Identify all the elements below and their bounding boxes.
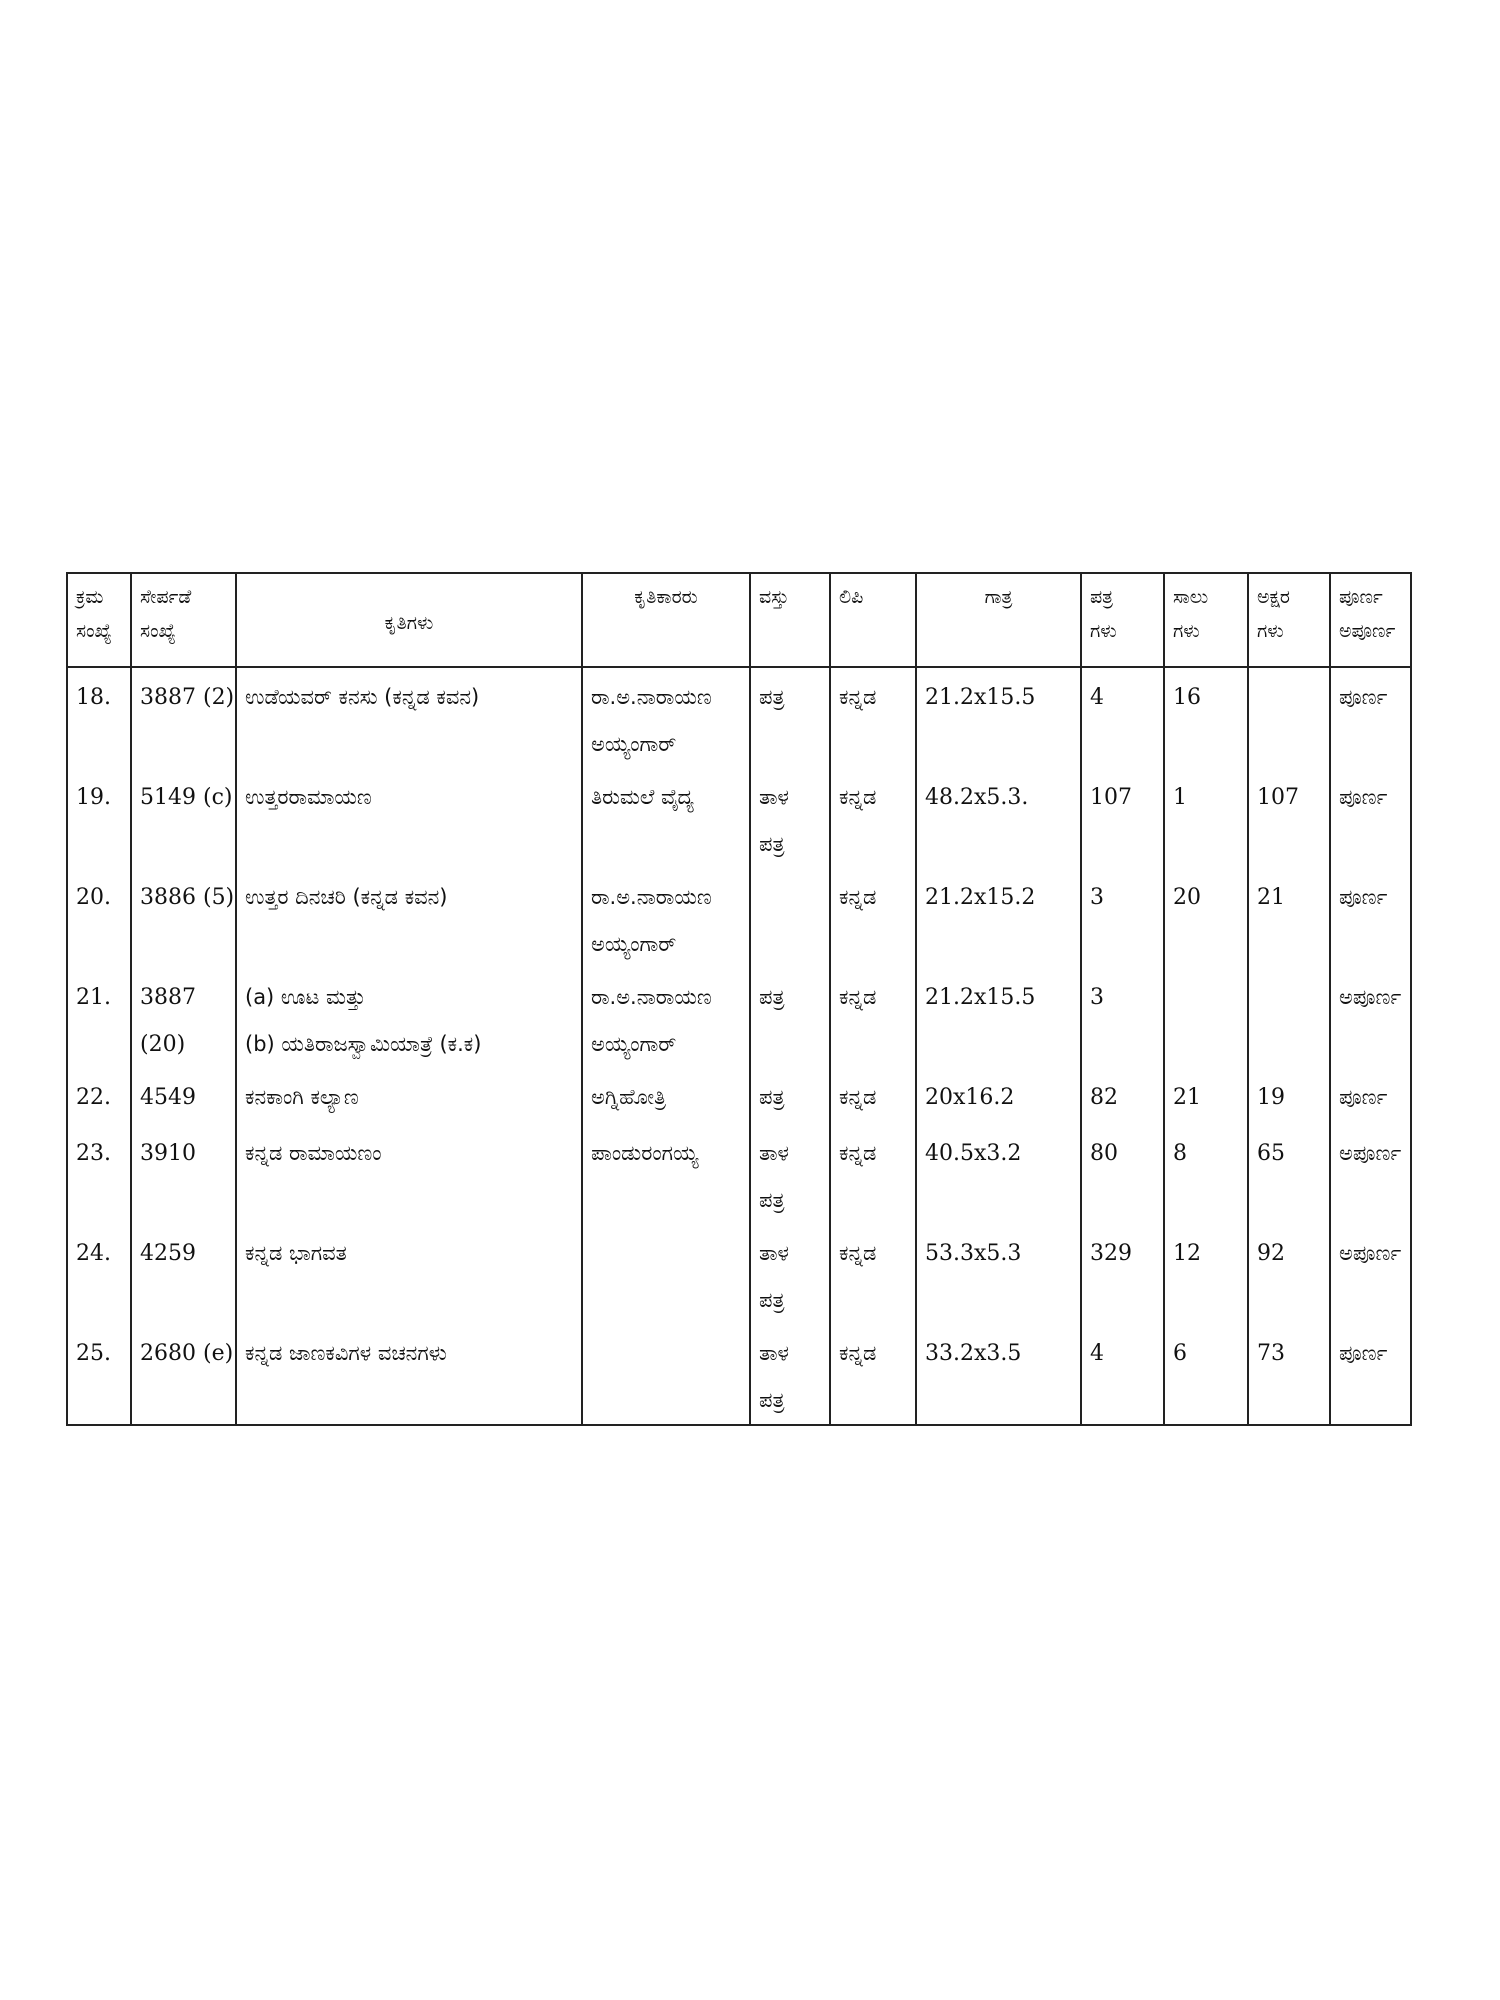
serial-no-cell: 25. [67, 1324, 131, 1425]
letters-cell [1248, 968, 1330, 1068]
lines-cell [1164, 968, 1248, 1068]
work-cell: (a) ಊಟ ಮತ್ತು (b) ಯತಿರಾಜಸ್ವಾಮಿಯಾತ್ರೆ (ಕ.ಕ) [236, 968, 582, 1068]
script-cell: ಕನ್ನಡ [830, 868, 916, 968]
work-cell: ಕನ್ನಡ ಭಾಗವತ [236, 1224, 582, 1324]
material-cell: ತಾಳ ಪತ್ರ [750, 1324, 830, 1425]
lines-cell: 6 [1164, 1324, 1248, 1425]
leaves-cell: 3 [1081, 868, 1164, 968]
author-cell: ರಾ.ಅ.ನಾರಾಯಣ ಅಯ್ಯಂಗಾರ್ [582, 667, 750, 768]
letters-cell: 21 [1248, 868, 1330, 968]
material-cell: ತಾಳ ಪತ್ರ [750, 1124, 830, 1224]
size-cell: 20x16.2 [916, 1068, 1081, 1124]
letters-cell: 107 [1248, 768, 1330, 868]
script-cell: ಕನ್ನಡ [830, 1224, 916, 1324]
serial-no-cell: 19. [67, 768, 131, 868]
leaves-cell: 82 [1081, 1068, 1164, 1124]
serial-no-cell: 22. [67, 1068, 131, 1124]
table-row [67, 768, 1411, 868]
col-header-serial-no: ಕ್ರಮ ಸಂಖ್ಯೆ [67, 573, 131, 667]
accession-no-cell: 3887 (2) [131, 667, 236, 768]
accession-no-cell: 3910 [131, 1124, 236, 1224]
leaves-cell: 329 [1081, 1224, 1164, 1324]
col-header-letters: ಅಕ್ಷರ ಗಳು [1248, 573, 1330, 667]
status-cell: ಪೂರ್ಣ [1330, 667, 1411, 768]
status-cell: ಅಪೂರ್ಣ [1330, 968, 1411, 1068]
author-cell: ಅಗ್ನಿಹೋತ್ರಿ [582, 1068, 750, 1124]
accession-no-cell: 4259 [131, 1224, 236, 1324]
lines-cell: 8 [1164, 1124, 1248, 1224]
letters-cell: 92 [1248, 1224, 1330, 1324]
author-cell [582, 1224, 750, 1324]
status-cell: ಪೂರ್ಣ [1330, 1324, 1411, 1425]
size-cell: 21.2x15.2 [916, 868, 1081, 968]
table-row [67, 667, 1411, 768]
work-cell: ಉತ್ತರ ದಿನಚರಿ (ಕನ್ನಡ ಕವನ) [236, 868, 582, 968]
serial-no-cell: 23. [67, 1124, 131, 1224]
accession-no-cell: 3887 (20) [131, 968, 236, 1068]
size-cell: 53.3x5.3 [916, 1224, 1081, 1324]
lines-cell: 1 [1164, 768, 1248, 868]
table-row [67, 1324, 1411, 1425]
col-header-material: ವಸ್ತು [750, 573, 830, 667]
author-cell: ರಾ.ಅ.ನಾರಾಯಣ ಅಯ್ಯಂಗಾರ್ [582, 968, 750, 1068]
work-cell: ಕನಕಾಂಗಿ ಕಲ್ಯಾಣ [236, 1068, 582, 1124]
accession-no-cell: 3886 (5) [131, 868, 236, 968]
work-cell: ಕನ್ನಡ ಜಾಣಕವಿಗಳ ವಚನಗಳು [236, 1324, 582, 1425]
size-cell: 48.2x5.3. [916, 768, 1081, 868]
author-cell: ರಾ.ಅ.ನಾರಾಯಣ ಅಯ್ಯಂಗಾರ್ [582, 868, 750, 968]
manuscript-catalogue-table [66, 572, 1412, 1426]
letters-cell: 65 [1248, 1124, 1330, 1224]
script-cell: ಕನ್ನಡ [830, 1324, 916, 1425]
script-cell: ಕನ್ನಡ [830, 768, 916, 868]
author-cell [582, 1324, 750, 1425]
table-row [67, 1224, 1411, 1324]
work-cell: ಕನ್ನಡ ರಾಮಾಯಣಂ [236, 1124, 582, 1224]
col-header-works: ಕೃತಿಗಳು [236, 573, 582, 667]
col-header-script: ಲಿಪಿ [830, 573, 916, 667]
script-cell: ಕನ್ನಡ [830, 968, 916, 1068]
leaves-cell: 4 [1081, 1324, 1164, 1425]
header-row [67, 573, 1411, 667]
lines-cell: 21 [1164, 1068, 1248, 1124]
letters-cell [1248, 667, 1330, 768]
status-cell: ಪೂರ್ಣ [1330, 1068, 1411, 1124]
script-cell: ಕನ್ನಡ [830, 1124, 916, 1224]
col-header-accession-no: ಸೇರ್ಪಡೆ ಸಂಖ್ಯೆ [131, 573, 236, 667]
accession-no-cell: 2680 (e) [131, 1324, 236, 1425]
material-cell: ಪತ್ರ [750, 968, 830, 1068]
table-row [67, 968, 1411, 1068]
col-header-status: ಪೂರ್ಣ ಅಪೂರ್ಣ [1330, 573, 1411, 667]
serial-no-cell: 21. [67, 968, 131, 1068]
material-cell: ತಾಳ ಪತ್ರ [750, 768, 830, 868]
table-row [67, 1068, 1411, 1124]
serial-no-cell: 18. [67, 667, 131, 768]
lines-cell: 20 [1164, 868, 1248, 968]
material-cell: ಪತ್ರ [750, 1068, 830, 1124]
serial-no-cell: 24. [67, 1224, 131, 1324]
letters-cell: 19 [1248, 1068, 1330, 1124]
status-cell: ಅಪೂರ್ಣ [1330, 1224, 1411, 1324]
material-cell [750, 868, 830, 968]
accession-no-cell: 5149 (c) [131, 768, 236, 868]
material-cell: ತಾಳ ಪತ್ರ [750, 1224, 830, 1324]
leaves-cell: 107 [1081, 768, 1164, 868]
author-cell: ಪಾಂಡುರಂಗಯ್ಯ [582, 1124, 750, 1224]
leaves-cell: 4 [1081, 667, 1164, 768]
script-cell: ಕನ್ನಡ [830, 667, 916, 768]
work-cell: ಉತ್ತರರಾಮಾಯಣ [236, 768, 582, 868]
table-row [67, 1124, 1411, 1224]
table-row [67, 868, 1411, 968]
serial-no-cell: 20. [67, 868, 131, 968]
work-cell: ಉಡೆಯವರ್ ಕನಸು (ಕನ್ನಡ ಕವನ) [236, 667, 582, 768]
status-cell: ಪೂರ್ಣ [1330, 768, 1411, 868]
author-cell: ತಿರುಮಲೆ ವೈದ್ಯ [582, 768, 750, 868]
leaves-cell: 3 [1081, 968, 1164, 1068]
lines-cell: 12 [1164, 1224, 1248, 1324]
letters-cell: 73 [1248, 1324, 1330, 1425]
col-header-author: ಕೃತಿಕಾರರು [582, 573, 750, 667]
lines-cell: 16 [1164, 667, 1248, 768]
size-cell: 21.2x15.5 [916, 968, 1081, 1068]
col-header-lines: ಸಾಲು ಗಳು [1164, 573, 1248, 667]
size-cell: 21.2x15.5 [916, 667, 1081, 768]
size-cell: 40.5x3.2 [916, 1124, 1081, 1224]
status-cell: ಪೂರ್ಣ [1330, 868, 1411, 968]
material-cell: ಪತ್ರ [750, 667, 830, 768]
status-cell: ಅಪೂರ್ಣ [1330, 1124, 1411, 1224]
col-header-leaves: ಪತ್ರ ಗಳು [1081, 573, 1164, 667]
col-header-size: ಗಾತ್ರ [916, 573, 1081, 667]
accession-no-cell: 4549 [131, 1068, 236, 1124]
size-cell: 33.2x3.5 [916, 1324, 1081, 1425]
script-cell: ಕನ್ನಡ [830, 1068, 916, 1124]
leaves-cell: 80 [1081, 1124, 1164, 1224]
